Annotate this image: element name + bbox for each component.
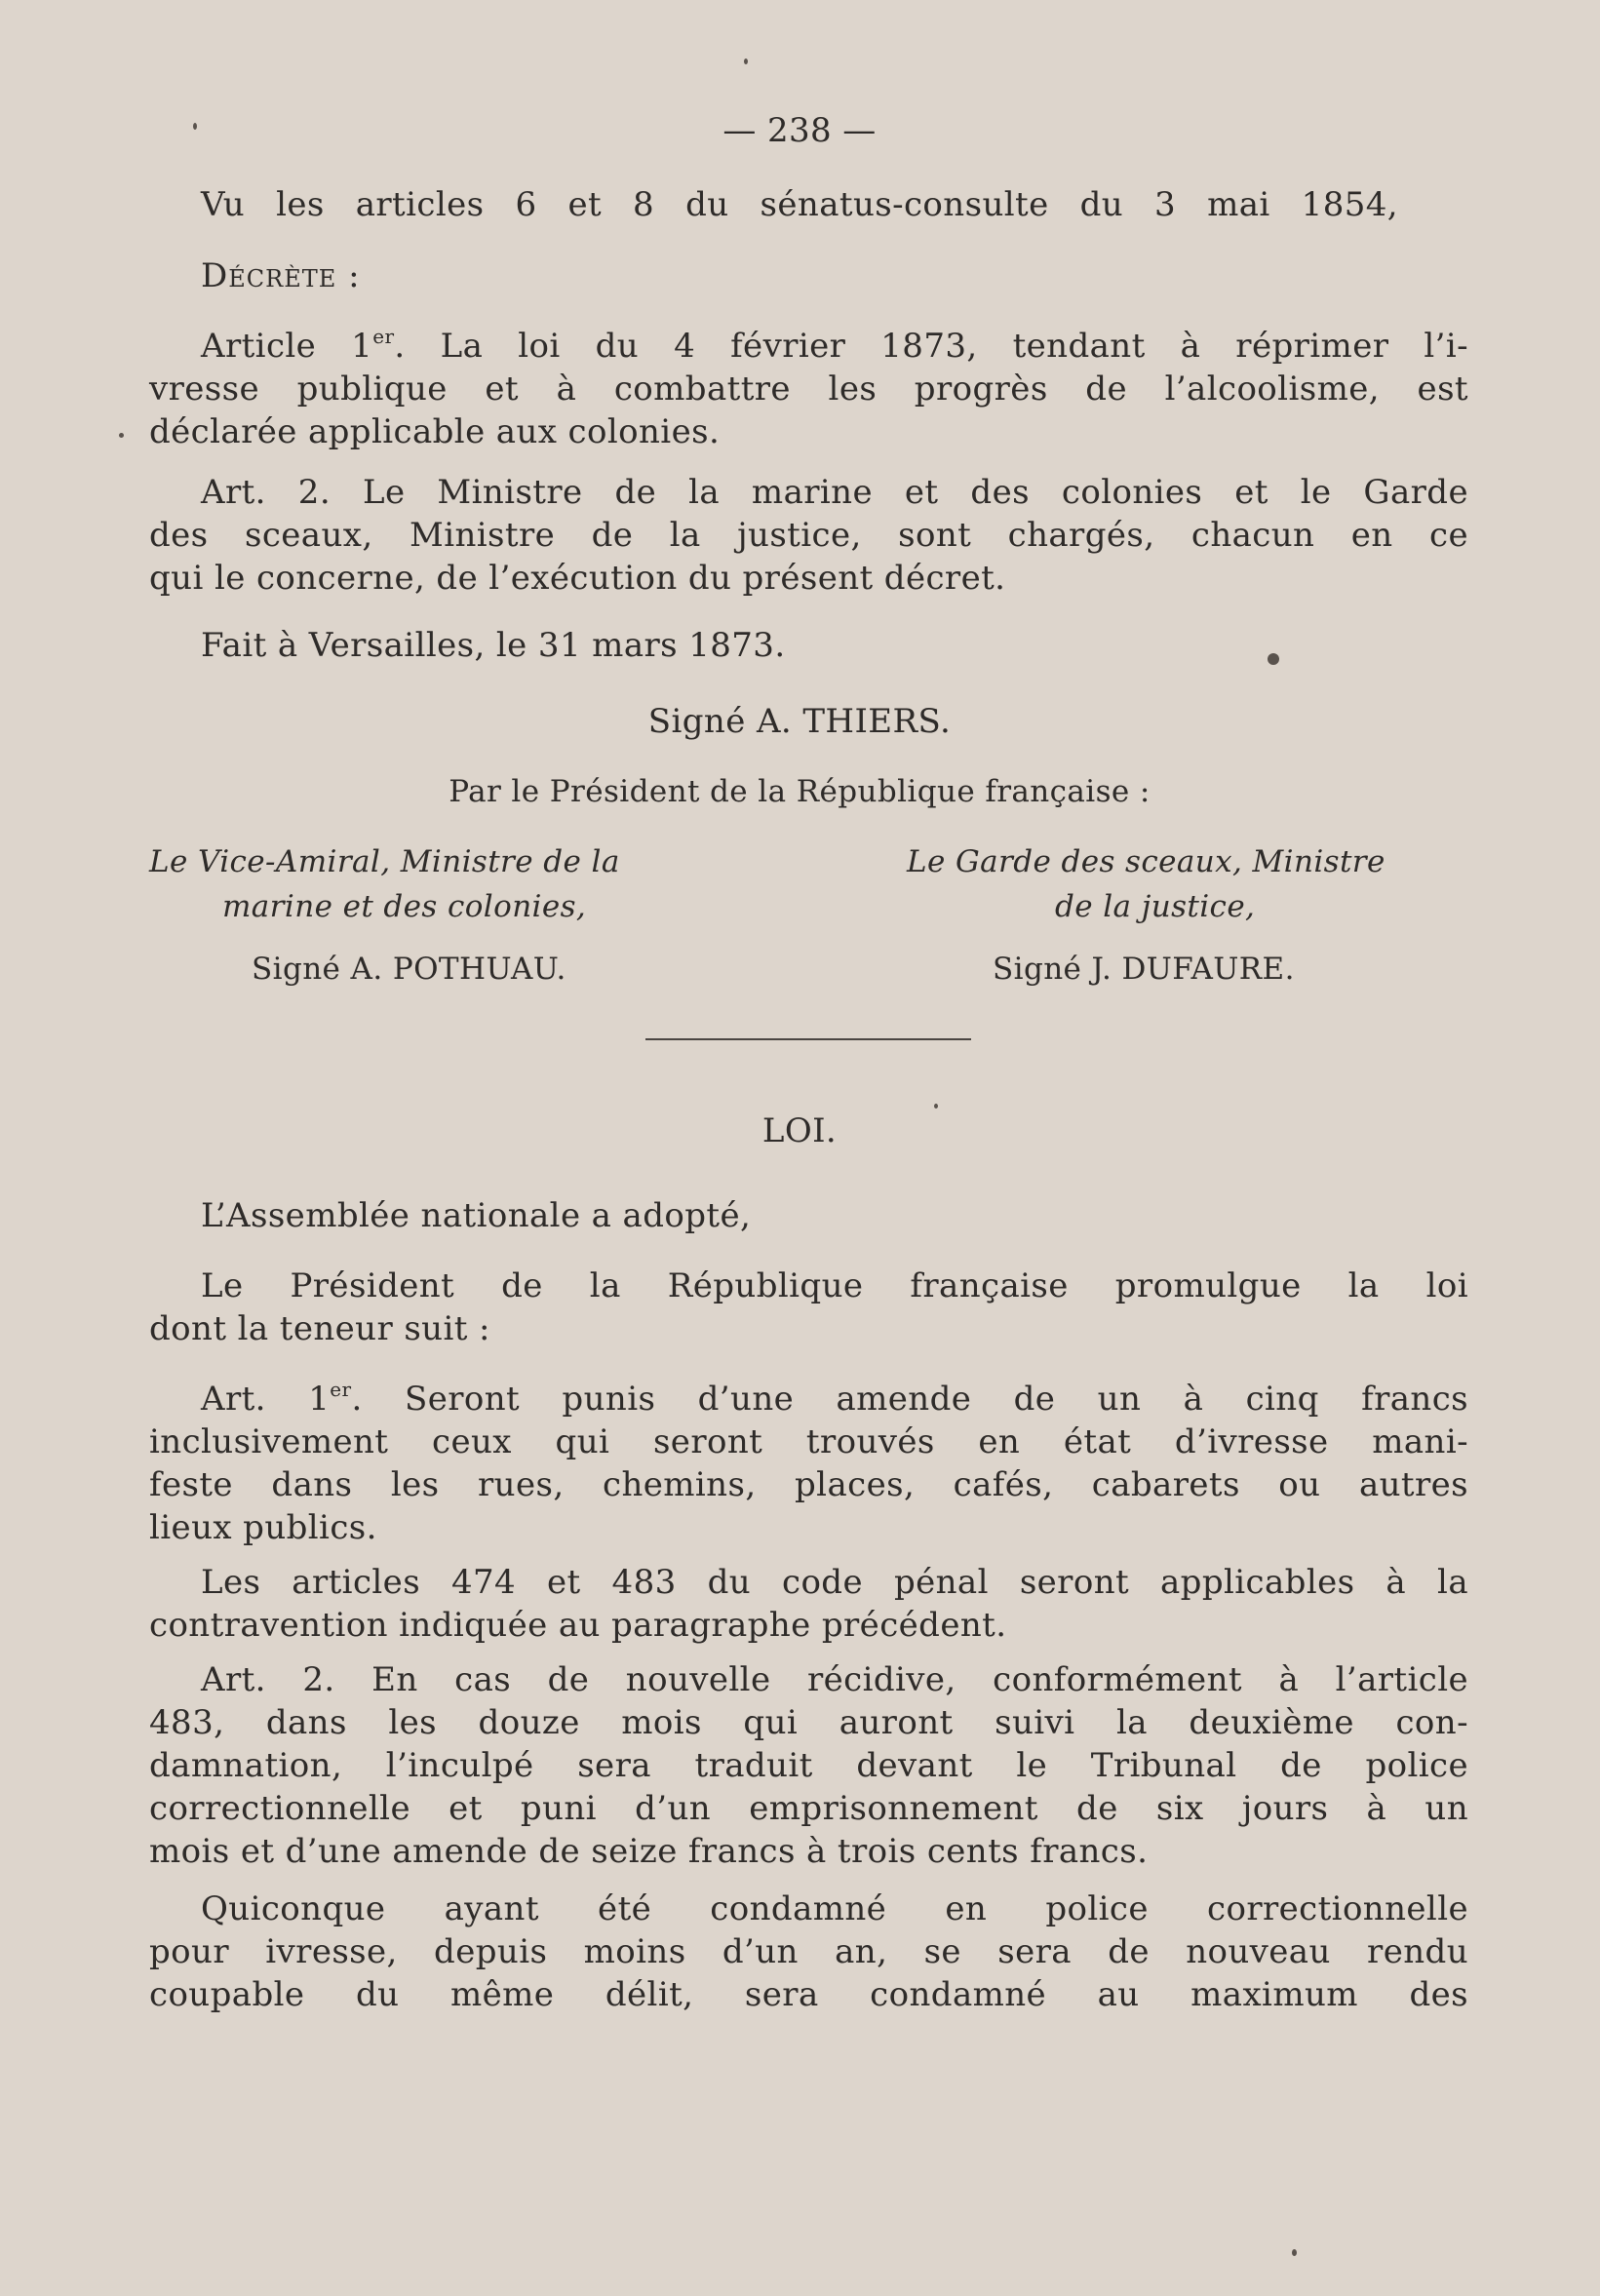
- loi-article2-line2: 483, dans les douze mois qui auront suivi la deuxième con-: [149, 1703, 1468, 1742]
- paper-speck: [193, 123, 197, 130]
- loi-article1-line2: inclusivement ceux qui seront trouvés en état d’ivresse mani-: [149, 1422, 1468, 1461]
- loi-article1-rest: . Seront punis d’une amende de un à cinq francs: [351, 1380, 1468, 1419]
- loi-article1-sup: er: [330, 1378, 352, 1401]
- loi-heading: LOI.: [761, 1111, 838, 1150]
- decree-article1-line2: vresse publique et à combattre les progrès de l’alcoolisme, est: [149, 370, 1468, 409]
- par-le-president: Par le Président de la République française :: [449, 774, 1151, 809]
- right-signatory-line1: Le Garde des sceaux, Ministre: [907, 844, 1385, 879]
- decree-article1-lead: Article 1: [201, 327, 373, 366]
- loi-promulgue-line2: dont la teneur suit :: [149, 1309, 490, 1348]
- articles-474-line2: contravention indiquée au paragraphe précédent.: [149, 1606, 1007, 1645]
- loi-article1-lead: Art. 1: [201, 1380, 331, 1419]
- decrete-heading: Décrète :: [201, 256, 361, 295]
- loi-article1-line4: lieux publics.: [149, 1508, 377, 1547]
- left-signatory-line2: marine et des colonies,: [222, 889, 587, 924]
- loi-promulgue-line1: Le Président de la République française promulgue la loi: [201, 1266, 1468, 1305]
- paper-speck: [119, 433, 124, 438]
- loi-article2-line4: correctionnelle et puni d’un emprisonnement de six jours à un: [149, 1789, 1468, 1828]
- articles-474-line1: Les articles 474 et 483 du code pénal seront applicables à la: [201, 1563, 1468, 1602]
- section-divider: [645, 1038, 971, 1040]
- left-signatory-signed: Signé A. POTHUAU.: [252, 952, 566, 987]
- decree-article2-line1: Art. 2. Le Ministre de la marine et des colonies et le Garde: [201, 473, 1468, 512]
- quiconque-line1: Quiconque ayant été condamné en police correctionnelle: [201, 1889, 1468, 1928]
- decree-article1-line3: déclarée applicable aux colonies.: [149, 412, 721, 451]
- decree-article2-line2: des sceaux, Ministre de la justice, sont chargés, chacun en ce: [149, 516, 1468, 555]
- quiconque-line2: pour ivresse, depuis moins d’un an, se sera de nouveau rendu: [149, 1932, 1468, 1971]
- paper-speck: [744, 58, 748, 64]
- decree-article2-line3: qui le concerne, de l’exécution du présent décret.: [149, 559, 1006, 598]
- vu-line: Vu les articles 6 et 8 du sénatus-consulte du 3 mai 1854,: [201, 185, 1398, 224]
- loi-article1-line3: feste dans les rues, chemins, places, cafés, cabarets ou autres: [149, 1465, 1468, 1504]
- right-signatory-line2: de la justice,: [1055, 889, 1256, 924]
- page-number: — 238 —: [722, 111, 877, 150]
- quiconque-line3: coupable du même délit, sera condamné au maximum des: [149, 1975, 1468, 2014]
- decree-article1-sup: er: [372, 325, 395, 348]
- signed-thiers: Signé A. THIERS.: [647, 702, 952, 741]
- decree-article1-rest: . La loi du 4 février 1873, tendant à réprimer l’i-: [394, 327, 1468, 366]
- decree-article1-line1: [201, 325, 1468, 368]
- loi-article2-line3: damnation, l’inculpé sera traduit devant le Tribunal de police: [149, 1746, 1468, 1785]
- fait-line: Fait à Versailles, le 31 mars 1873.: [201, 626, 786, 665]
- loi-article2-line5: mois et d’une amende de seize francs à trois cents francs.: [149, 1832, 1149, 1871]
- paper-speck: [1292, 2249, 1297, 2256]
- ink-blot: [1268, 653, 1279, 665]
- loi-article1-line1: [201, 1378, 1468, 1420]
- loi-adopted: L’Assemblée nationale a adopté,: [201, 1196, 752, 1235]
- right-signatory-signed: Signé J. DUFAURE.: [993, 952, 1295, 987]
- paper-speck: [934, 1104, 938, 1109]
- left-signatory-line1: Le Vice-Amiral, Ministre de la: [149, 844, 620, 879]
- loi-article2-line1: Art. 2. En cas de nouvelle récidive, conformément à l’article: [201, 1660, 1468, 1699]
